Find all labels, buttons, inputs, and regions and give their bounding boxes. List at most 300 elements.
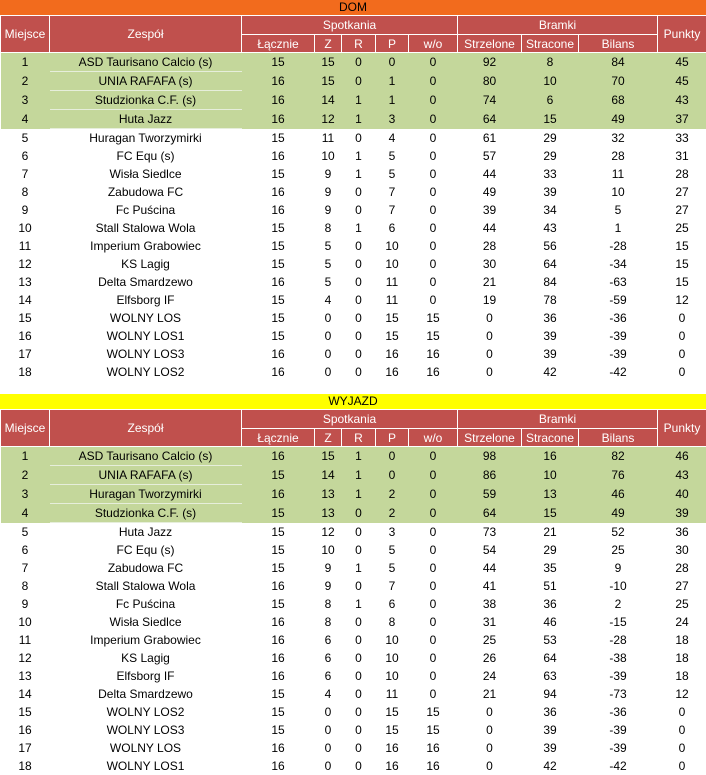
cell-balance: 84: [579, 53, 658, 72]
cell-place: 6: [1, 147, 50, 165]
table-row: [1, 363, 706, 381]
cell-team: ASD Taurisano Calcio (s): [50, 53, 242, 72]
cell-conceded: 29: [522, 541, 579, 559]
cell-walkovers: 15: [409, 309, 458, 327]
cell-team: Zabudowa FC: [50, 559, 242, 577]
cell-draws: 0: [342, 53, 376, 72]
cell-balance: -36: [579, 309, 658, 327]
cell-walkovers: 0: [409, 667, 458, 685]
cell-conceded: 39: [522, 327, 579, 345]
cell-balance: 1: [579, 219, 658, 237]
header-place: Miejsce: [1, 410, 50, 447]
cell-scored: 24: [458, 667, 522, 685]
cell-total: 15: [242, 255, 315, 273]
cell-points: 24: [658, 613, 706, 631]
cell-points: 27: [658, 577, 706, 595]
cell-wins: 12: [315, 110, 342, 129]
cell-total: 15: [242, 327, 315, 345]
cell-wins: 8: [315, 613, 342, 631]
cell-losses: 5: [376, 541, 409, 559]
cell-place: 12: [1, 649, 50, 667]
cell-draws: 0: [342, 523, 376, 542]
cell-losses: 10: [376, 649, 409, 667]
cell-conceded: 39: [522, 721, 579, 739]
cell-walkovers: 0: [409, 53, 458, 72]
cell-balance: -28: [579, 237, 658, 255]
table-row: [1, 327, 706, 345]
cell-conceded: 34: [522, 201, 579, 219]
cell-losses: 10: [376, 631, 409, 649]
cell-points: 39: [658, 504, 706, 523]
cell-place: 7: [1, 559, 50, 577]
cell-balance: 10: [579, 183, 658, 201]
cell-wins: 8: [315, 219, 342, 237]
cell-points: 0: [658, 309, 706, 327]
home-standings-table: [0, 15, 706, 381]
cell-draws: 0: [342, 667, 376, 685]
cell-balance: 68: [579, 91, 658, 110]
cell-team: KS Lagig: [50, 649, 242, 667]
home-banner: DOM: [0, 0, 706, 15]
header-goals: Bramki: [458, 410, 658, 429]
cell-wins: 9: [315, 183, 342, 201]
cell-scored: 26: [458, 649, 522, 667]
cell-place: 1: [1, 447, 50, 466]
cell-total: 16: [242, 72, 315, 91]
cell-wins: 8: [315, 595, 342, 613]
cell-points: 37: [658, 110, 706, 129]
cell-conceded: 29: [522, 129, 579, 148]
cell-draws: 0: [342, 703, 376, 721]
cell-balance: 70: [579, 72, 658, 91]
cell-draws: 0: [342, 72, 376, 91]
cell-total: 16: [242, 91, 315, 110]
cell-place: 16: [1, 721, 50, 739]
cell-conceded: 15: [522, 110, 579, 129]
cell-conceded: 8: [522, 53, 579, 72]
cell-total: 15: [242, 309, 315, 327]
cell-losses: 10: [376, 667, 409, 685]
cell-scored: 21: [458, 273, 522, 291]
cell-points: 12: [658, 291, 706, 309]
cell-place: 13: [1, 273, 50, 291]
cell-wins: 0: [315, 757, 342, 775]
cell-place: 12: [1, 255, 50, 273]
cell-scored: 49: [458, 183, 522, 201]
table-row: [1, 466, 706, 485]
table-row: [1, 504, 706, 523]
cell-total: 16: [242, 363, 315, 381]
cell-conceded: 39: [522, 345, 579, 363]
cell-scored: 44: [458, 219, 522, 237]
cell-wins: 9: [315, 201, 342, 219]
cell-walkovers: 0: [409, 649, 458, 667]
cell-team: ASD Taurisano Calcio (s): [50, 447, 242, 466]
cell-walkovers: 0: [409, 523, 458, 542]
cell-team: Elfsborg IF: [50, 291, 242, 309]
cell-points: 36: [658, 523, 706, 542]
cell-losses: 7: [376, 577, 409, 595]
cell-points: 18: [658, 667, 706, 685]
cell-conceded: 94: [522, 685, 579, 703]
cell-team: Stall Stalowa Wola: [50, 577, 242, 595]
table-row: [1, 523, 706, 542]
table-row: [1, 703, 706, 721]
cell-conceded: 63: [522, 667, 579, 685]
cell-wins: 12: [315, 523, 342, 542]
cell-wins: 0: [315, 327, 342, 345]
cell-wins: 6: [315, 649, 342, 667]
cell-balance: -39: [579, 667, 658, 685]
cell-scored: 54: [458, 541, 522, 559]
cell-points: 15: [658, 255, 706, 273]
cell-points: 0: [658, 721, 706, 739]
table-row: [1, 577, 706, 595]
cell-scored: 64: [458, 504, 522, 523]
cell-place: 18: [1, 363, 50, 381]
cell-scored: 80: [458, 72, 522, 91]
cell-walkovers: 0: [409, 273, 458, 291]
cell-scored: 73: [458, 523, 522, 542]
cell-wins: 0: [315, 739, 342, 757]
cell-team: FC Equ (s): [50, 541, 242, 559]
cell-losses: 10: [376, 237, 409, 255]
table-row: [1, 72, 706, 91]
header-losses: P: [376, 429, 409, 447]
cell-team: WOLNY LOS: [50, 309, 242, 327]
cell-place: 5: [1, 129, 50, 148]
cell-place: 2: [1, 466, 50, 485]
cell-balance: 49: [579, 504, 658, 523]
cell-draws: 0: [342, 309, 376, 327]
cell-balance: -42: [579, 363, 658, 381]
cell-draws: 0: [342, 345, 376, 363]
cell-conceded: 78: [522, 291, 579, 309]
cell-team: Huragan Tworzymirki: [50, 129, 242, 148]
header-team: Zespół: [50, 16, 242, 53]
cell-losses: 16: [376, 345, 409, 363]
cell-team: Huragan Tworzymirki: [50, 485, 242, 504]
cell-draws: 0: [342, 129, 376, 148]
cell-balance: -36: [579, 703, 658, 721]
away-banner: WYJAZD: [0, 394, 706, 409]
cell-draws: 1: [342, 147, 376, 165]
cell-walkovers: 16: [409, 363, 458, 381]
cell-losses: 16: [376, 757, 409, 775]
cell-wins: 15: [315, 72, 342, 91]
cell-place: 15: [1, 309, 50, 327]
table-row: [1, 91, 706, 110]
cell-wins: 9: [315, 559, 342, 577]
cell-points: 0: [658, 363, 706, 381]
table-row: [1, 485, 706, 504]
cell-walkovers: 0: [409, 129, 458, 148]
table-row: [1, 631, 706, 649]
cell-points: 31: [658, 147, 706, 165]
cell-points: 15: [658, 273, 706, 291]
cell-conceded: 43: [522, 219, 579, 237]
cell-total: 16: [242, 147, 315, 165]
cell-walkovers: 0: [409, 577, 458, 595]
cell-losses: 6: [376, 219, 409, 237]
table-row: [1, 613, 706, 631]
cell-wins: 6: [315, 631, 342, 649]
cell-losses: 0: [376, 447, 409, 466]
cell-draws: 0: [342, 327, 376, 345]
cell-balance: 11: [579, 165, 658, 183]
cell-team: WOLNY LOS3: [50, 345, 242, 363]
cell-team: Fc Puścina: [50, 201, 242, 219]
cell-draws: 0: [342, 649, 376, 667]
header-wins: Z: [315, 35, 342, 53]
cell-total: 16: [242, 183, 315, 201]
cell-wins: 15: [315, 53, 342, 72]
cell-total: 15: [242, 466, 315, 485]
cell-losses: 10: [376, 255, 409, 273]
cell-points: 18: [658, 649, 706, 667]
cell-team: KS Lagig: [50, 255, 242, 273]
cell-wins: 4: [315, 291, 342, 309]
cell-total: 16: [242, 739, 315, 757]
cell-draws: 1: [342, 91, 376, 110]
table-row: [1, 685, 706, 703]
table-row: [1, 721, 706, 739]
cell-place: 11: [1, 237, 50, 255]
cell-walkovers: 15: [409, 703, 458, 721]
cell-total: 16: [242, 345, 315, 363]
cell-team: Huta Jazz: [50, 523, 242, 542]
cell-points: 43: [658, 91, 706, 110]
cell-wins: 14: [315, 466, 342, 485]
cell-balance: -38: [579, 649, 658, 667]
cell-conceded: 10: [522, 466, 579, 485]
cell-walkovers: 15: [409, 327, 458, 345]
cell-conceded: 51: [522, 577, 579, 595]
cell-draws: 0: [342, 685, 376, 703]
cell-walkovers: 16: [409, 739, 458, 757]
cell-points: 0: [658, 703, 706, 721]
cell-walkovers: 0: [409, 466, 458, 485]
cell-wins: 10: [315, 147, 342, 165]
table-row: [1, 237, 706, 255]
cell-total: 16: [242, 649, 315, 667]
cell-losses: 11: [376, 685, 409, 703]
cell-scored: 86: [458, 466, 522, 485]
home-standings-body: [1, 53, 706, 382]
cell-conceded: 42: [522, 757, 579, 775]
cell-points: 0: [658, 345, 706, 363]
cell-team: Delta Smardzewo: [50, 273, 242, 291]
cell-scored: 41: [458, 577, 522, 595]
cell-team: WOLNY LOS2: [50, 363, 242, 381]
cell-balance: -39: [579, 345, 658, 363]
cell-draws: 1: [342, 110, 376, 129]
cell-walkovers: 16: [409, 757, 458, 775]
table-row: [1, 309, 706, 327]
cell-conceded: 6: [522, 91, 579, 110]
cell-total: 15: [242, 685, 315, 703]
cell-place: 4: [1, 504, 50, 523]
cell-walkovers: 0: [409, 631, 458, 649]
cell-scored: 0: [458, 345, 522, 363]
cell-conceded: 53: [522, 631, 579, 649]
cell-draws: 1: [342, 219, 376, 237]
cell-walkovers: 0: [409, 237, 458, 255]
cell-total: 15: [242, 291, 315, 309]
cell-wins: 5: [315, 273, 342, 291]
cell-total: 16: [242, 110, 315, 129]
cell-points: 33: [658, 129, 706, 148]
cell-losses: 7: [376, 201, 409, 219]
cell-balance: 32: [579, 129, 658, 148]
cell-wins: 6: [315, 667, 342, 685]
cell-points: 0: [658, 739, 706, 757]
cell-scored: 28: [458, 237, 522, 255]
cell-draws: 1: [342, 466, 376, 485]
cell-conceded: 64: [522, 649, 579, 667]
cell-total: 16: [242, 613, 315, 631]
cell-points: 45: [658, 53, 706, 72]
cell-walkovers: 0: [409, 147, 458, 165]
cell-total: 16: [242, 667, 315, 685]
away-standings-table: [0, 409, 706, 775]
cell-team: Stall Stalowa Wola: [50, 219, 242, 237]
cell-balance: -34: [579, 255, 658, 273]
cell-balance: 28: [579, 147, 658, 165]
cell-total: 15: [242, 595, 315, 613]
cell-balance: -63: [579, 273, 658, 291]
cell-balance: 52: [579, 523, 658, 542]
cell-walkovers: 0: [409, 541, 458, 559]
cell-conceded: 16: [522, 447, 579, 466]
cell-total: 15: [242, 721, 315, 739]
cell-points: 0: [658, 757, 706, 775]
home-standings-section: [0, 0, 706, 381]
cell-points: 46: [658, 447, 706, 466]
cell-losses: 5: [376, 559, 409, 577]
table-row: [1, 541, 706, 559]
cell-losses: 3: [376, 110, 409, 129]
table-row: [1, 183, 706, 201]
cell-draws: 1: [342, 559, 376, 577]
table-row: [1, 559, 706, 577]
header-draws: R: [342, 35, 376, 53]
cell-conceded: 21: [522, 523, 579, 542]
cell-total: 16: [242, 757, 315, 775]
cell-conceded: 10: [522, 72, 579, 91]
cell-conceded: 39: [522, 183, 579, 201]
cell-walkovers: 0: [409, 559, 458, 577]
cell-points: 25: [658, 219, 706, 237]
cell-draws: 0: [342, 291, 376, 309]
cell-conceded: 64: [522, 255, 579, 273]
header-walkovers: w/o: [409, 35, 458, 53]
header-points: Punkty: [658, 410, 706, 447]
cell-total: 16: [242, 201, 315, 219]
away-standings-body: [1, 447, 706, 775]
cell-points: 12: [658, 685, 706, 703]
table-row: [1, 129, 706, 148]
cell-team: UNIA RAFAFA (s): [50, 72, 242, 91]
cell-balance: 2: [579, 595, 658, 613]
cell-conceded: 15: [522, 504, 579, 523]
cell-balance: 9: [579, 559, 658, 577]
cell-place: 6: [1, 541, 50, 559]
cell-losses: 11: [376, 273, 409, 291]
header-balance: Bilans: [579, 35, 658, 53]
header-losses: P: [376, 35, 409, 53]
cell-place: 18: [1, 757, 50, 775]
cell-wins: 0: [315, 363, 342, 381]
cell-points: 0: [658, 327, 706, 345]
cell-losses: 2: [376, 504, 409, 523]
cell-total: 16: [242, 631, 315, 649]
cell-losses: 5: [376, 165, 409, 183]
cell-wins: 4: [315, 685, 342, 703]
table-row: [1, 757, 706, 775]
cell-balance: 46: [579, 485, 658, 504]
cell-points: 15: [658, 237, 706, 255]
cell-losses: 15: [376, 703, 409, 721]
away-standings-section: [0, 394, 706, 775]
cell-balance: -39: [579, 739, 658, 757]
cell-wins: 9: [315, 577, 342, 595]
cell-losses: 11: [376, 291, 409, 309]
cell-place: 4: [1, 110, 50, 129]
cell-balance: -28: [579, 631, 658, 649]
header-total: Łącznie: [242, 429, 315, 447]
header-place: Miejsce: [1, 16, 50, 53]
cell-losses: 15: [376, 309, 409, 327]
cell-scored: 0: [458, 363, 522, 381]
cell-place: 17: [1, 739, 50, 757]
header-draws: R: [342, 429, 376, 447]
cell-scored: 0: [458, 703, 522, 721]
table-row: [1, 667, 706, 685]
header-conceded: Stracone: [522, 429, 579, 447]
cell-losses: 8: [376, 613, 409, 631]
cell-wins: 5: [315, 237, 342, 255]
cell-wins: 13: [315, 485, 342, 504]
cell-walkovers: 0: [409, 685, 458, 703]
header-total: Łącznie: [242, 35, 315, 53]
table-row: [1, 447, 706, 466]
cell-walkovers: 0: [409, 72, 458, 91]
cell-points: 25: [658, 595, 706, 613]
cell-scored: 74: [458, 91, 522, 110]
table-row: [1, 649, 706, 667]
cell-draws: 1: [342, 595, 376, 613]
cell-losses: 4: [376, 129, 409, 148]
cell-balance: -42: [579, 757, 658, 775]
cell-conceded: 35: [522, 559, 579, 577]
cell-walkovers: 16: [409, 345, 458, 363]
cell-losses: 15: [376, 327, 409, 345]
header-goals: Bramki: [458, 16, 658, 35]
cell-balance: -10: [579, 577, 658, 595]
table-row: [1, 595, 706, 613]
table-row: [1, 291, 706, 309]
cell-total: 15: [242, 559, 315, 577]
cell-losses: 16: [376, 363, 409, 381]
cell-team: Imperium Grabowiec: [50, 631, 242, 649]
cell-place: 16: [1, 327, 50, 345]
cell-losses: 15: [376, 721, 409, 739]
cell-total: 15: [242, 237, 315, 255]
table-row: [1, 147, 706, 165]
cell-conceded: 42: [522, 363, 579, 381]
cell-scored: 0: [458, 757, 522, 775]
